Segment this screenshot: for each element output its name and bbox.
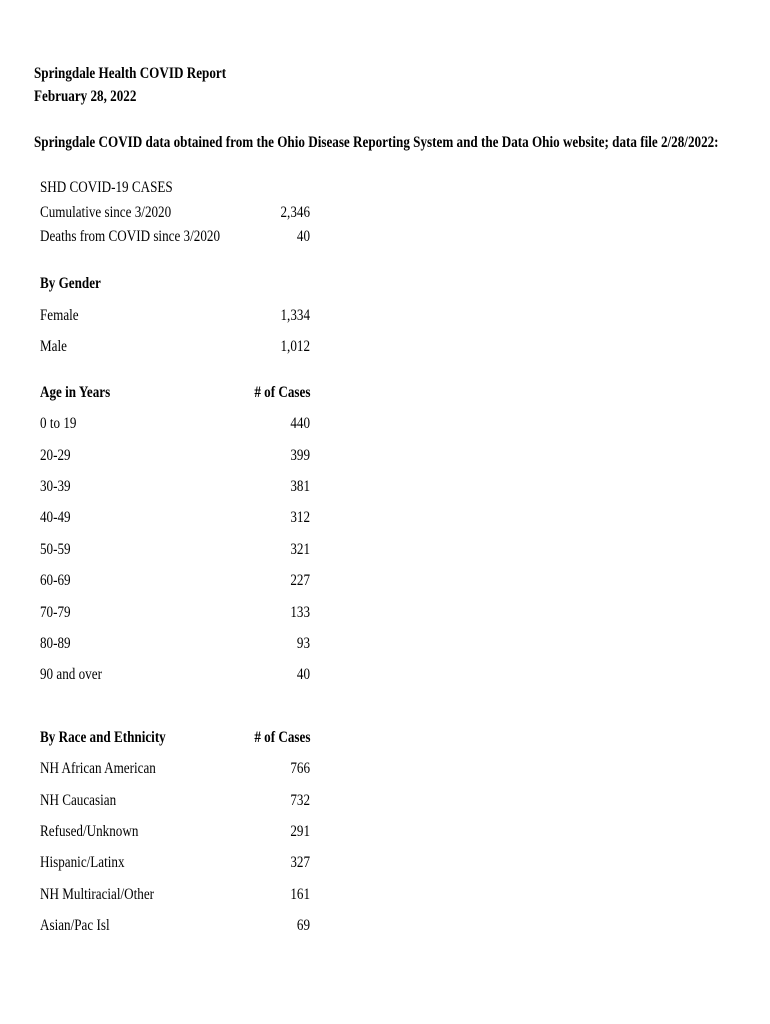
row-value-text: 399 [290,447,310,464]
row-label: 90 and over [40,666,102,683]
age-heading [40,382,340,404]
table-row [40,852,340,874]
row-value [294,664,310,686]
row-label: Refused/Unknown [40,823,139,840]
row-value [274,305,310,327]
race-count-header [242,727,310,749]
row-value-text: 40 [296,666,310,683]
row-value [286,507,310,529]
row-label: Deaths from COVID since 3/2020 [40,228,221,245]
row-value-text: 40 [296,228,310,245]
table-row [40,664,340,686]
row-value [286,852,310,874]
row-label: 50-59 [40,541,71,558]
row-label: 40-49 [40,509,71,526]
row-value-text: 1,012 [280,338,310,355]
row-value [286,884,310,906]
data-source-note-text: Springdale COVID data obtained from the Ohio Disease Reporting System and the Data Ohio website; data file 2/28/2022: [34,134,719,151]
row-value-text: 69 [296,917,310,934]
row-value [286,445,310,467]
row-label: 60-69 [40,572,71,589]
table-row [40,884,340,906]
row-value [286,758,310,780]
table-row [40,758,340,780]
age-count-header-text: # of Cases [253,384,310,401]
row-label: 80-89 [40,635,71,652]
row-value-text: 291 [290,823,310,840]
gender-heading [40,273,340,295]
row-label: 30-39 [40,478,71,495]
row-value-text: 732 [290,792,310,809]
row-value-text: 93 [296,635,310,652]
table-row [40,305,340,327]
table-row [40,226,340,248]
table-row [40,413,340,435]
row-value-text: 766 [290,760,310,777]
table-row [40,602,340,624]
row-label: NH African American [40,760,156,777]
age-heading-label: Age in Years [40,384,111,401]
row-value-text: 440 [290,415,310,432]
report-date [34,87,159,107]
report-title [34,64,268,84]
row-value-text: 1,334 [280,307,310,324]
table-row [40,336,340,358]
table-row [40,507,340,529]
gender-heading-label: By Gender [40,275,101,292]
row-value [294,633,310,655]
data-source-note [34,133,770,153]
cases-heading-label: SHD COVID-19 CASES [40,179,173,196]
row-value-text: 312 [290,509,310,526]
table-row [40,445,340,467]
race-count-header-text: # of Cases [253,729,310,746]
table-row [40,821,340,843]
row-value [286,602,310,624]
table-row [40,539,340,561]
race-heading [40,727,340,749]
table-row [40,570,340,592]
race-heading-label: By Race and Ethnicity [40,729,166,746]
report-date-text: February 28, 2022 [34,88,137,105]
table-row [40,790,340,812]
row-label: Male [40,338,67,355]
row-value [274,202,310,224]
age-count-header [242,382,310,404]
row-label: 20-29 [40,447,71,464]
table-row [40,633,340,655]
row-value [286,476,310,498]
cases-heading [40,177,340,199]
row-value-text: 161 [290,886,310,903]
row-label: Hispanic/Latinx [40,854,125,871]
row-value-text: 381 [290,478,310,495]
row-label: Asian/Pac Isl [40,917,110,934]
row-label: NH Caucasian [40,792,117,809]
row-label: NH Multiracial/Other [40,886,155,903]
row-label: Cumulative since 3/2020 [40,204,172,221]
row-value-text: 327 [290,854,310,871]
row-value [294,226,310,248]
row-value-text: 227 [290,572,310,589]
row-value [286,790,310,812]
row-label: 70-79 [40,604,71,621]
row-value-text: 321 [290,541,310,558]
row-value-text: 2,346 [280,204,310,221]
report-title-text: Springdale Health COVID Report [34,65,227,82]
row-value [286,821,310,843]
table-row [40,915,340,937]
row-value [274,336,310,358]
row-label: Female [40,307,79,324]
table-row [40,202,340,224]
row-value [286,570,310,592]
row-value-text: 133 [290,604,310,621]
row-value [294,915,310,937]
row-value [286,413,310,435]
table-row [40,476,340,498]
row-label: 0 to 19 [40,415,77,432]
row-value [286,539,310,561]
